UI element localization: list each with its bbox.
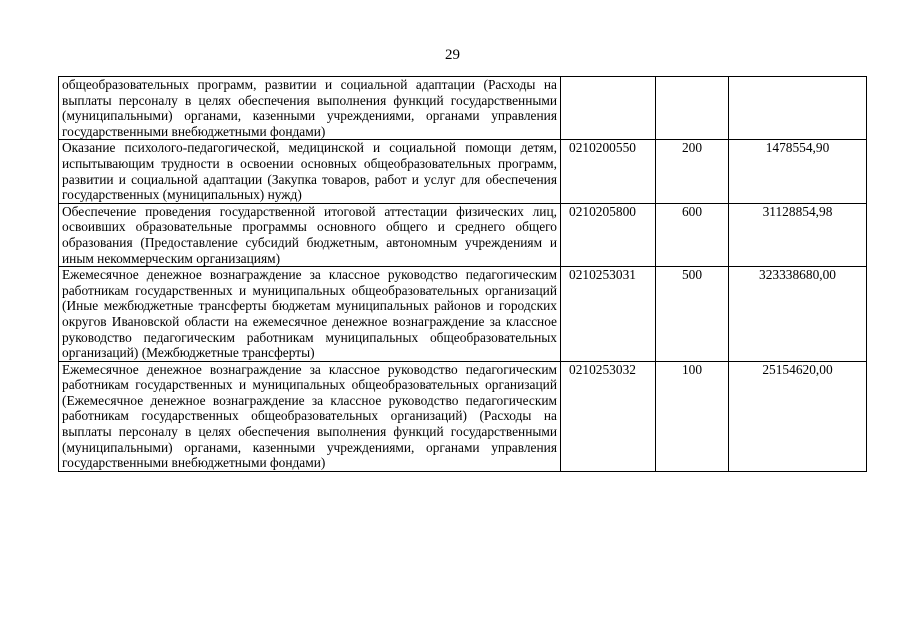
row-expense-type: 500 [656,267,729,362]
row-description: Обеспечение проведения государственной итоговой аттестации физических лиц, освоивших образовательные программы основного общего и среднего общего образования (Предоставление субсидий бюджетным, автономным учреждениям и иным некоммерческим организациям) [59,203,561,266]
row-target-code: 0210205800 [561,203,656,266]
row-expense-type: 600 [656,203,729,266]
row-target-code: 0210253031 [561,267,656,362]
table-row [59,361,867,471]
table-row [59,140,867,203]
row-target-code: 0210253032 [561,361,656,471]
row-description: Оказание психолого-педагогической, медицинской и социальной помощи детям, испытывающим трудности в освоении основных общеобразовательных программ, развитии и социальной адаптации (Закупка товаров, работ и услуг для обеспечения государственных (муниципальных) нужд) [59,140,561,203]
row-description: Ежемесячное денежное вознаграждение за классное руководство педагогическим работникам государственных и муниципальных общеобразовательных организаций (Иные межбюджетные трансферты бюджетам муниципальных районов и городских округов Ивановской области на ежемесячное денежное вознаграждение за классное руководство педагогическим работникам муниципальных общеобразовательных организаций) (Межбюджетные трансферты) [59,267,561,362]
row-amount: 31128854,98 [729,203,867,266]
page-number: 29 [445,47,460,63]
row-amount [729,77,867,140]
row-amount: 323338680,00 [729,267,867,362]
row-target-code [561,77,656,140]
table-row [59,267,867,362]
row-target-code: 0210200550 [561,140,656,203]
row-expense-type [656,77,729,140]
table-row [59,77,867,140]
row-description: Ежемесячное денежное вознаграждение за классное руководство педагогическим работникам государственных и муниципальных общеобразовательных организаций (Ежемесячное денежное вознаграждение за классное руководство педагогическим работникам государственных общеобразовательных организаций) (Расходы на выплаты персоналу в целях обеспечения выполнения функций государственными (муниципальными) органами, казенными учреждениями, органами управления государственными внебюджетными фондами) [59,361,561,471]
row-amount: 1478554,90 [729,140,867,203]
row-expense-type: 100 [656,361,729,471]
table-row [59,203,867,266]
row-amount: 25154620,00 [729,361,867,471]
row-description: общеобразовательных программ, развитии и социальной адаптации (Расходы на выплаты персоналу в целях обеспечения выполнения функций государственными (муниципальными) органами, казенными учреждениями, органами управления государственными внебюджетными фондами) [59,77,561,140]
budget-table [58,76,867,472]
row-expense-type: 200 [656,140,729,203]
